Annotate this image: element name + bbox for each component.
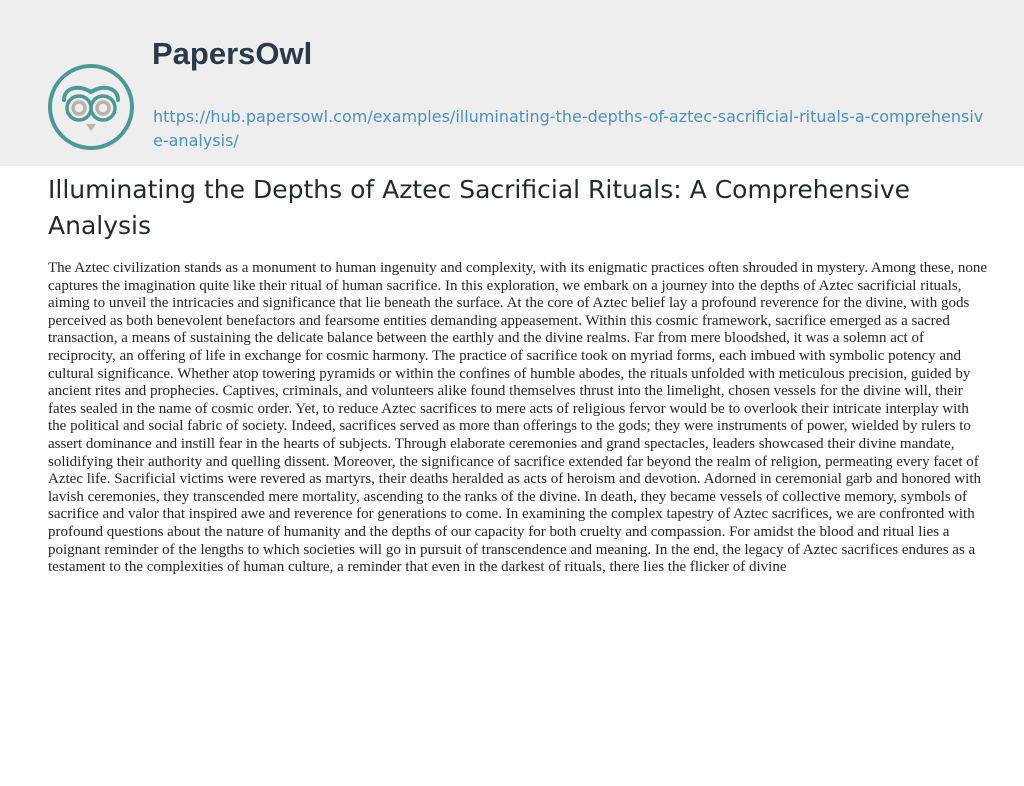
article-body: The Aztec civilization stands as a monument to human ingenuity and complexity, with its enigmatic practices often shrouded in mystery. Among these, none captures the imagination quite like their ritual of human sacrifice. In this exploration, we embark on a journey into the depths of Aztec sacrificial rituals, aiming to unveil the intricacies and significance that lie beneath the surface. At the core of Aztec belief lay a profound reverence for the divine, with gods perceived as both benevolent benefactors and fearsome entities demanding appeasement. Within this cosmic framework, sacrifice emerged as a sacred transaction, a means of sustaining the delicate balance between the earthly and the divine realms. Far from mere bloodshed, it was a solemn act of reciprocity, an offering of life in exchange for cosmic harmony. The practice of sacrifice took on myriad forms, each imbued with symbolic potency and cultural significance. Whether atop towering pyramids or within the confines of humble abodes, the rituals unfolded with meticulous precision, guided by ancient rites and prophecies. Captives, criminals, and volunteers alike found themselves thrust into the limelight, chosen vessels for the divine will, their fates sealed in the name of cosmic order. Yet, to reduce Aztec sacrifices to mere acts of religious fervor would be to overlook their intricate interplay with the political and social fabric of society. Indeed, sacrifices served as more than offerings to the gods; they were instruments of power, wielded by rulers to assert dominance and instill fear in the hearts of subjects. Through elaborate ceremonies and grand spectacles, leaders showcased their divine mandate, solidifying their authority and quelling dissent. Moreover, the significance of sacrifice extended far beyond the realm of religion, permeating every facet of Aztec life. Sacrificial victims were revered as martyrs, their deaths heralded as acts of heroism and devotion. Adorned in ceremonial garb and honored with lavish ceremonies, they transcended mere mortality, ascending to the ranks of the divine. In death, they became vessels of collective memory, symbols of sacrifice and valor that inspired awe and reverence for generations to come. In examining the complex tapestry of Aztec sacrifices, we are confronted with profound questions about the nature of humanity and the depths of our capacity for both cruelty and compassion. For amidst the blood and ritual lies a poignant reminder of the lengths to which societies will go in pursuit of transcendence and meaning. In the end, the legacy of Aztec sacrifices endures as a testament to the complexities of human culture, a reminder that even in the darkest of rituals, there lies the flicker of divine	[48, 260, 988, 576]
brand-name[interactable]: PapersOwl	[152, 36, 313, 71]
source-url-link[interactable]: https://hub.papersowl.com/examples/illuminating-the-depths-of-aztec-sacrificial-rituals-a-comprehensive-analysis/	[153, 107, 984, 150]
site-header	[0, 0, 1024, 166]
owl-icon[interactable]	[48, 64, 134, 150]
article-title: Illuminating the Depths of Aztec Sacrificial Rituals: A Comprehensive Analysis	[48, 175, 910, 240]
